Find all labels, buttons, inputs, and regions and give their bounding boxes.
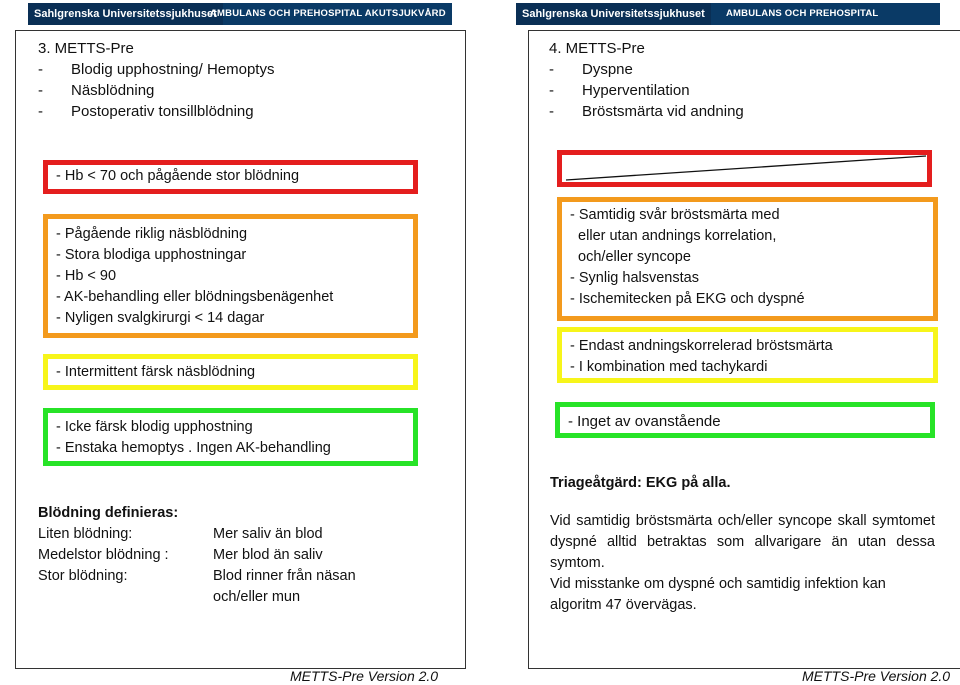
dyspnea-note: Vid samtidig bröstsmärta och/eller syncope skall symtomet dyspné alltid betraktas som allvarigare än utan dessa symtom. bbox=[550, 513, 935, 571]
definition-heading: Blödning definieras: bbox=[38, 505, 179, 521]
infection-note: Vid misstanke om dyspné och samtidig infektion kan algoritm 47 övervägas. bbox=[550, 576, 886, 613]
right-title-block bbox=[549, 38, 744, 122]
yellow-priority-box: - Endast andningskorrelerad bröstsmärta - I kombination med tachykardi bbox=[557, 327, 938, 383]
right-footer: METTS-Pre Version 2.0 bbox=[802, 668, 951, 684]
orange-priority-box: - Samtidig svår bröstsmärta med eller utan andnings korrelation, och/eller syncope - Synlig halsvenstas - Ischemitecken på EKG och dyspné bbox=[557, 197, 938, 321]
right-title: 4. METTS-Pre bbox=[549, 40, 645, 57]
hospital-name: Sahlgrenska Universitetssjukhuset bbox=[516, 3, 711, 25]
green-priority-box: - Icke färsk blodig upphostning - Enstaka hemoptys . Ingen AK-behandling bbox=[43, 408, 418, 466]
orange-priority-box: - Pågående riklig näsblödning - Stora blodiga upphostningar - Hb < 90 - AK-behandling eller blödningsbenägenhet - Nyligen svalgkirurgi < 14 dagar bbox=[43, 214, 418, 338]
left-header bbox=[28, 3, 452, 25]
right-page bbox=[480, 0, 960, 685]
red-priority-box-empty bbox=[557, 150, 932, 187]
red-priority-box: - Hb < 70 och pågående stor blödning bbox=[43, 160, 418, 194]
list-item: - Näsblödning bbox=[38, 82, 155, 99]
triage-action: Triageåtgärd: EKG på alla. bbox=[550, 475, 731, 491]
list-item: - Postoperativ tonsillblödning bbox=[38, 103, 254, 120]
left-footer: METTS-Pre Version 2.0 bbox=[290, 668, 439, 684]
bleeding-definition bbox=[38, 503, 438, 608]
list-item: - Bröstsmärta vid andning bbox=[549, 103, 744, 120]
left-title-block bbox=[38, 38, 274, 122]
definition-row: och/eller mun bbox=[213, 589, 301, 605]
list-item: - Hyperventilation bbox=[549, 82, 690, 99]
right-header bbox=[516, 3, 940, 41]
definition-row: Stor blödning: Blod rinner från näsan bbox=[38, 568, 356, 584]
definition-row: Liten blödning: Mer saliv än blod bbox=[38, 526, 323, 542]
list-item: - Blodig upphostning/ Hemoptys bbox=[38, 61, 275, 78]
department-name: AMBULANS OCH PREHOSPITAL AKUTSJUKVÅRD bbox=[726, 8, 879, 41]
definition-row: Medelstor blödning : Mer blod än saliv bbox=[38, 547, 323, 563]
hospital-name: Sahlgrenska Universitetssjukhuset bbox=[28, 3, 223, 25]
list-item: - Dyspne bbox=[549, 61, 633, 78]
green-priority-box: - Inget av ovanstående bbox=[555, 402, 935, 438]
yellow-priority-box: - Intermittent färsk näsblödning bbox=[43, 354, 418, 390]
department-name: AMBULANS OCH PREHOSPITAL AKUTSJUKVÅRD bbox=[210, 8, 446, 19]
strike-line bbox=[562, 155, 927, 182]
left-title: 3. METTS-Pre bbox=[38, 40, 134, 57]
